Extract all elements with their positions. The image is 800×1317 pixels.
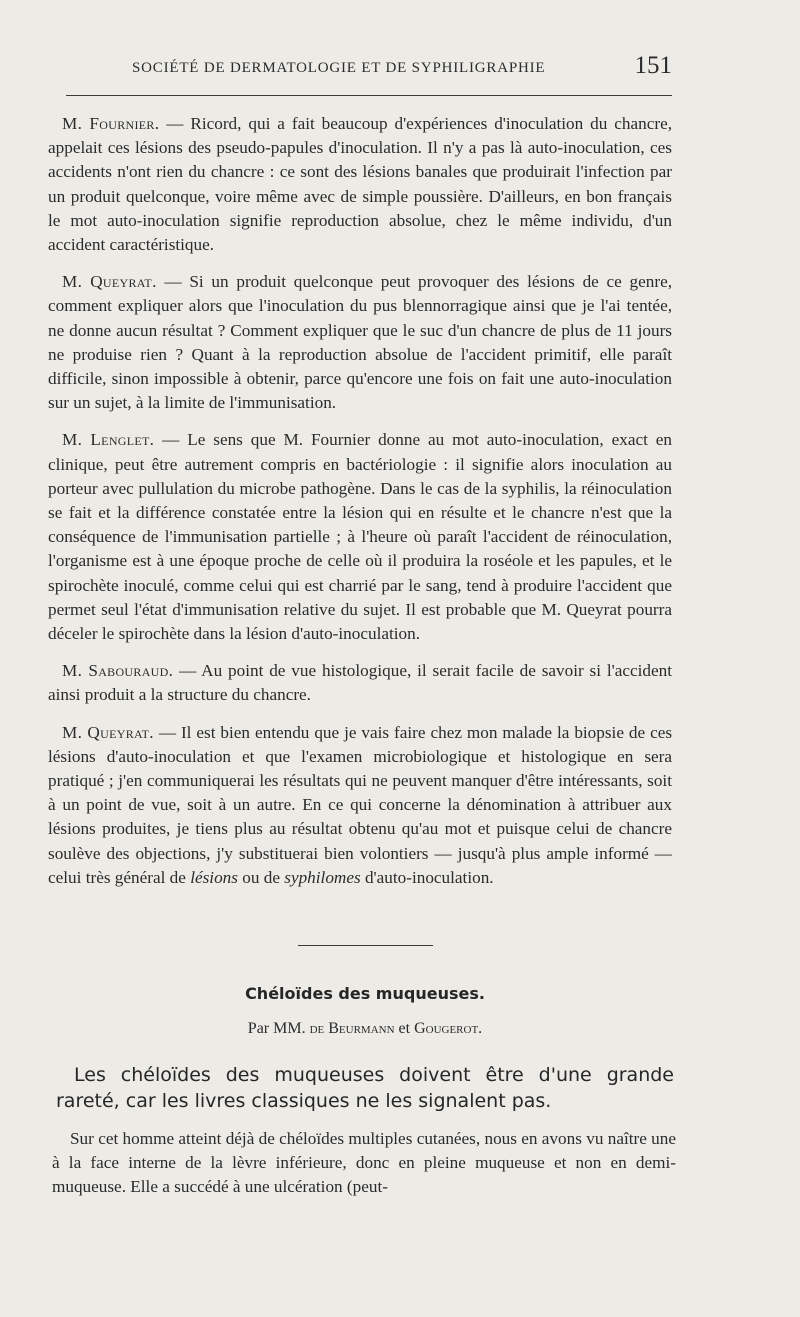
byline-author-2: Gougerot. bbox=[414, 1020, 483, 1037]
paragraph-text: — Ricord, qui a fait beaucoup d'expériences d'inoculation du chancre, appelait ces lésions des pseudo-papules d'inoculation. Il n'y a pas là auto-inoculation, ces accidents n'ont rien du chancre : ce sont des lésions banales que produirait l'infection par un produit quelconque, voire même avec de simple poussière. D'ailleurs, en bon français le mot auto-inoculation signifie reproduction absolue, chez le même individu, d'un accident caractéristique. bbox=[48, 114, 673, 255]
paragraph-sabouraud bbox=[48, 659, 672, 707]
speaker-name: M. Lenglet. bbox=[62, 430, 155, 450]
running-head bbox=[48, 52, 672, 84]
speaker-name: M. Queyrat. bbox=[62, 272, 157, 292]
article-paragraph: Sur cet homme atteint déjà de chéloïdes multiples cutanées, nous en avons vu naître une à la face interne de la lèvre inférieure, donc en pleine muqueuse et non en demi-muqueuse. Elle a succédé à une ulcération (peut- bbox=[52, 1129, 676, 1197]
paragraph-text: — Au point de vue histologique, il serait facile de savoir si l'accident ainsi produit a la structure du chancre. bbox=[48, 661, 672, 705]
article-title: Chéloïdes des muqueuses. bbox=[245, 984, 485, 1003]
speaker-name: M. Queyrat. bbox=[62, 722, 154, 742]
paragraph-lenglet bbox=[48, 428, 672, 646]
discussion-body bbox=[48, 112, 672, 903]
paragraph-text: — Il est bien entendu que je vais faire chez mon malade la biopsie de ces lésions d'auto-inoculation et que l'examen microbiologique et histologique en sera pratiqué ; j'en communiquerai les résultats qui ne peuvent manquer d'être intéressants, soit à un point de vue, soit à un autre. En ce qui concerne la dénomination à attribuer aux lésions produites, je tiens plus au résultat obtenu qu'au mot et puisque celui de chancre soulève des objections, j'y substituerai bien volontiers — jusqu'à plus ample informé — celui très général de bbox=[48, 722, 673, 887]
article-lead: Les chéloïdes des muqueuses doivent être d'une grande rareté, car les livres classiques ne les signalent pas. bbox=[56, 1064, 674, 1112]
paragraph-fournier bbox=[48, 112, 672, 257]
article-byline bbox=[0, 1020, 730, 1038]
paragraph-text: ou de bbox=[242, 867, 280, 887]
byline-conjunction: et bbox=[398, 1020, 411, 1037]
paragraph-queyrat-2 bbox=[48, 721, 672, 890]
paragraph-text: — Si un produit quelconque peut provoquer des lésions de ce genre, comment expliquer alors que l'inoculation du pus blennorragique ainsi que je l'ai tentée, ne donne aucun résultat ? Comment expliquer que le suc d'un chancre de plus de 11 jours ne produise rien ? Quant à la reproduction absolue de l'accident primitif, elle paraît difficile, sinon impossible à obtenir, parce qu'encore une fois on fait une auto-inoculation sur un sujet, à la limite de l'immunisation. bbox=[48, 272, 673, 413]
italic-term-lesions: lésions bbox=[190, 867, 238, 887]
running-title: SOCIÉTÉ DE DERMATOLOGIE ET DE SYPHILIGRAPHIE bbox=[132, 60, 546, 76]
section-divider bbox=[298, 945, 433, 946]
paragraph-queyrat-1 bbox=[48, 270, 672, 415]
paragraph-text: d'auto-inoculation. bbox=[364, 867, 494, 887]
speaker-name: M. Sabouraud. bbox=[62, 661, 174, 681]
header-rule bbox=[66, 95, 672, 96]
byline-prefix: Par MM. bbox=[247, 1020, 306, 1037]
speaker-name: M. Fournier. bbox=[62, 114, 160, 133]
page-number: 151 bbox=[634, 52, 672, 79]
paragraph-text: — Le sens que M. Fournier donne au mot auto-inoculation, exact en clinique, peut être autrement compris en bactériologie : il signifie alors inoculation au porteur avec pullulation du microbe pathogène. Dans le cas de la syphilis, la réinoculation se fait et la différence constatée entre la lésion qui en résulte et le chancre n'est que la conséquence de l'immunisation partielle ; à l'heure où paraît l'accident de réinoculation, l'organisme est à une époque proche de celle où il produira la roséole et les papules, et le spirochète inoculé, comme celui qui est charrié par le sang, tend à produire l'accident que permet seul l'état d'immunisation relative du sujet. Il est probable que M. Queyrat pourra déceler le spirochète dans la lésion d'auto-inoculation. bbox=[48, 430, 672, 644]
italic-term-syphilomes: syphilomes bbox=[284, 867, 361, 887]
byline-author-1: de Beurmann bbox=[309, 1020, 395, 1037]
article-body bbox=[52, 1127, 676, 1200]
